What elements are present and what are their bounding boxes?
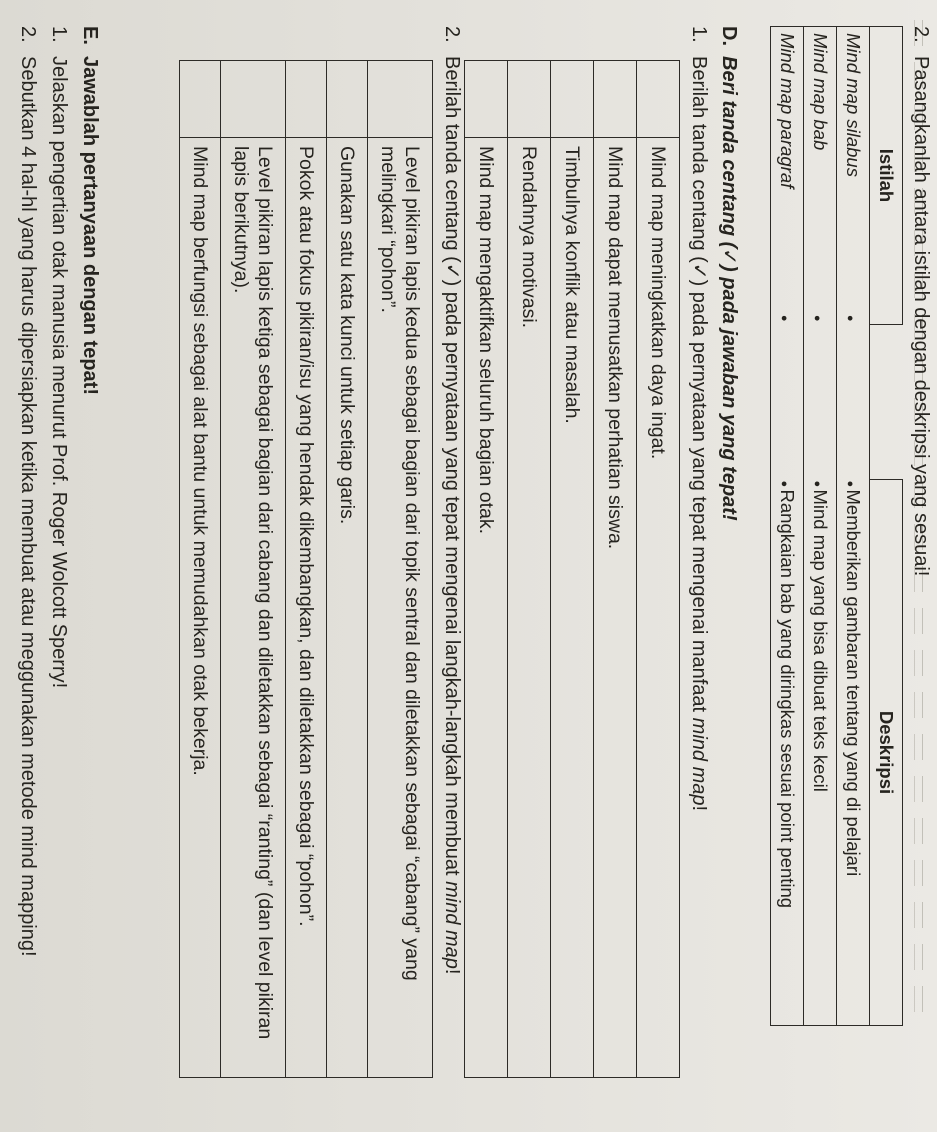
term-cell — [804, 27, 837, 325]
term-text: Mind map bab — [810, 33, 831, 151]
matching-row — [804, 27, 837, 1026]
description-text: Memberikan gambaran tentang yang di pelajari — [843, 489, 864, 877]
checklist-row — [637, 61, 680, 1078]
statement: Mind map meningkatkan daya ingat. — [637, 138, 680, 1078]
statement: Rendahnya motivasi. — [508, 138, 551, 1078]
question-text — [440, 56, 464, 974]
checklist-row — [465, 61, 508, 1078]
checkbox-cell[interactable] — [327, 61, 368, 138]
checklist-table-d1 — [464, 60, 680, 1078]
header-term: Istilah — [870, 27, 903, 325]
section-letter: E. — [79, 26, 101, 45]
checklist-row — [286, 61, 327, 1078]
question-text-main: Berilah tanda centang (✓) pada pernyataan yang tepat mengenai manfaat — [688, 56, 710, 718]
term-text: Mind map silabus — [843, 33, 864, 177]
question-text-end: ! — [688, 805, 710, 812]
question-number: 2. — [17, 26, 39, 43]
statement: Mind map mengaktifkan seluruh bagian otak. — [465, 138, 508, 1078]
checklist-table-d2 — [179, 60, 433, 1078]
statement: Timbulnya konflik atau masalah. — [551, 138, 594, 1078]
question-number: 1. — [688, 26, 710, 43]
checkbox-cell[interactable] — [221, 61, 286, 138]
description-cell — [837, 480, 870, 1026]
section-title: Beri tanda centang (✓) pada jawaban yang tepat! — [718, 56, 740, 521]
question-text-main: Berilah tanda centang (✓) pada pernyataan yang tepat mengenai langkah-langkah membuat — [441, 56, 463, 882]
checkbox-cell[interactable] — [508, 61, 551, 138]
section-letter: D. — [718, 26, 740, 46]
checklist-row — [221, 61, 286, 1078]
checklist-row — [508, 61, 551, 1078]
right-dot[interactable]: ● — [778, 480, 790, 488]
statement: Mind map dapat memusatkan perhatian siswa. — [594, 138, 637, 1078]
checklist-row — [594, 61, 637, 1078]
header-gap — [870, 325, 903, 480]
statement: Level pikiran lapis kedua sebagai bagian dari topik sentral dan diletakkan sebagai “cabang” yang melingkari “pohon”. — [368, 138, 433, 1078]
description-cell — [771, 480, 804, 1026]
question-number: 2. — [910, 26, 932, 43]
question-text-italic: mind map — [688, 717, 710, 806]
question-text: Sebutkan 4 hal-hl yang harus dipersiapkan ketika membuat atau meggunakan metode mind mapping! — [17, 56, 39, 957]
checkbox-cell[interactable] — [465, 61, 508, 138]
checkbox-cell[interactable] — [368, 61, 433, 138]
description-text: Rangkaian bab yang diringkas sesuai point penting — [777, 489, 798, 909]
question-text: Jelaskan pengertian otak manusia menurut Prof. Roger Wolcott Sperry! — [48, 56, 70, 689]
checkbox-cell[interactable] — [180, 61, 221, 138]
header-description: Deskripsi — [870, 480, 903, 1026]
question-text — [687, 56, 711, 811]
term-text: Mind map paragraf — [777, 33, 798, 189]
matching-header-row — [870, 27, 903, 1026]
statement: Gunakan satu kata kunci untuk setiap garis. — [327, 138, 368, 1078]
description-text: Mind map yang bisa dibuat teks kecil — [810, 489, 831, 792]
checkbox-cell[interactable] — [551, 61, 594, 138]
matching-row — [771, 27, 804, 1026]
term-cell — [837, 27, 870, 325]
checklist-row — [551, 61, 594, 1078]
gap-cell — [771, 325, 804, 480]
left-dot[interactable]: ● — [844, 314, 856, 322]
description-cell — [804, 480, 837, 1026]
checkbox-cell[interactable] — [594, 61, 637, 138]
question-text: Pasangkanlah antara istilah dengan deskripsi yang sesuai! — [910, 56, 932, 577]
right-dot[interactable]: ● — [844, 480, 856, 488]
question-number: 2. — [441, 26, 463, 43]
matching-row — [837, 27, 870, 1026]
left-dot[interactable]: ● — [811, 314, 823, 322]
section-title: Jawablah pertanyaan dengan tepat! — [79, 56, 101, 395]
right-dot[interactable]: ● — [811, 480, 823, 488]
statement: Pokok atau fokus pikiran/isu yang hendak dikembangkan, dan diletakkan sebagai “pohon”. — [286, 138, 327, 1078]
matching-table — [770, 26, 903, 1026]
question-text-end: ! — [441, 968, 463, 975]
question-text-italic: mind map — [441, 881, 463, 969]
gap-cell — [837, 325, 870, 480]
term-cell — [771, 27, 804, 325]
left-dot[interactable]: ● — [778, 314, 790, 322]
statement: Level pikiran lapis ketiga sebagai bagian dari cabang dan diletakkan sebagai “ranting” (dan level pikiran lapis berikutnya). — [221, 138, 286, 1078]
checklist-row — [327, 61, 368, 1078]
statement: Mind map berfungsi sebagai alat bantu untuk memudahkan otak bekerja. — [180, 138, 221, 1078]
checklist-row — [368, 61, 433, 1078]
checkbox-cell[interactable] — [286, 61, 327, 138]
question-number: 1. — [48, 26, 70, 43]
checkbox-cell[interactable] — [637, 61, 680, 138]
gap-cell — [804, 325, 837, 480]
checklist-row — [180, 61, 221, 1078]
